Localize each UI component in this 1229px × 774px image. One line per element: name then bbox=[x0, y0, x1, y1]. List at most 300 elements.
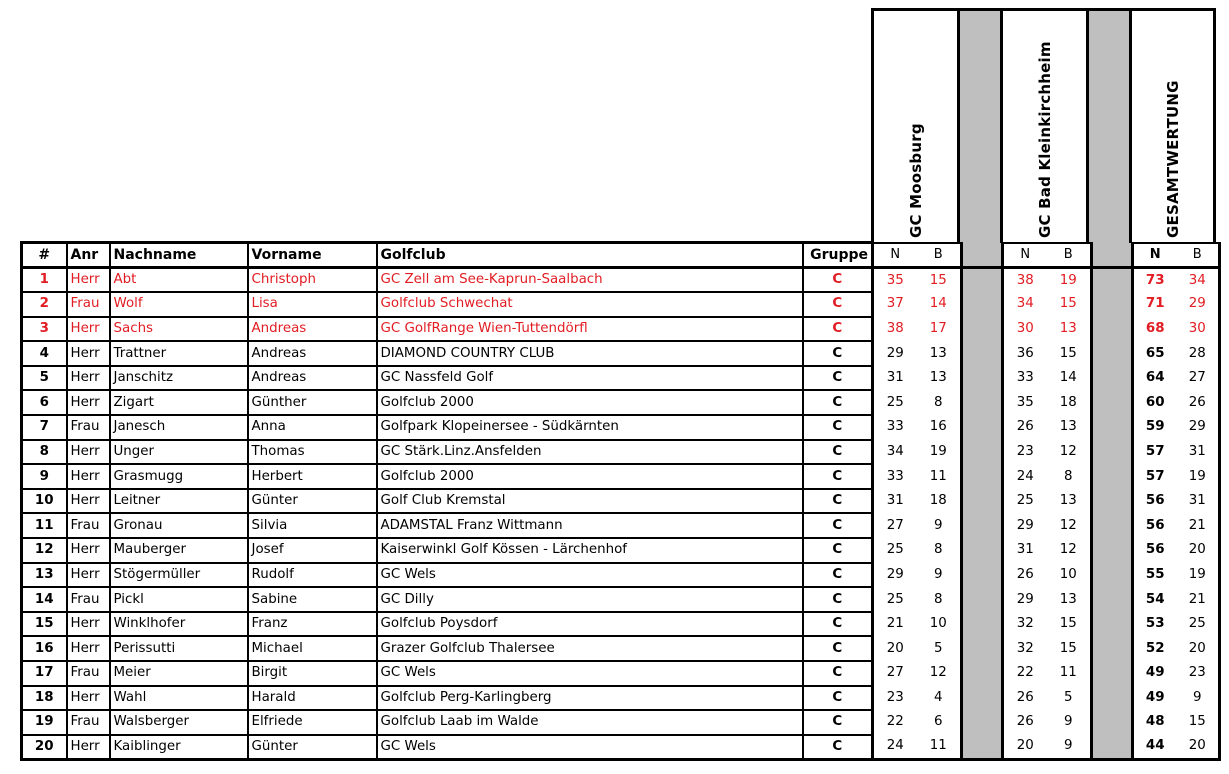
moosburg-b-cell: 11 bbox=[917, 464, 962, 489]
kleinkirchheim-b-cell: 12 bbox=[1047, 440, 1092, 465]
table-row[interactable] bbox=[22, 440, 1220, 465]
salutation-cell: Herr bbox=[67, 440, 110, 465]
table-row[interactable] bbox=[22, 292, 1220, 317]
golfclub-cell: Golfpark Klopeinersee - Südkärnten bbox=[377, 415, 803, 440]
kleinkirchheim-b-cell: 15 bbox=[1047, 612, 1092, 637]
rank-cell: 2 bbox=[22, 292, 67, 317]
rank-cell: 14 bbox=[22, 587, 67, 612]
separator-cell bbox=[962, 563, 1003, 588]
salutation-cell: Frau bbox=[67, 587, 110, 612]
first-name-cell: Herbert bbox=[248, 464, 377, 489]
separator-cell bbox=[1092, 341, 1133, 366]
moosburg-b-cell: 6 bbox=[917, 710, 962, 735]
separator-cell bbox=[1092, 710, 1133, 735]
salutation-cell: Herr bbox=[67, 686, 110, 711]
last-name-cell: Zigart bbox=[110, 390, 248, 415]
table-row[interactable] bbox=[22, 587, 1220, 612]
total-n-cell: 56 bbox=[1133, 489, 1177, 514]
moosburg-n-cell: 22 bbox=[873, 710, 917, 735]
kleinkirchheim-n-cell: 30 bbox=[1003, 317, 1047, 342]
golfclub-cell: Golfclub Laab im Walde bbox=[377, 710, 803, 735]
first-name-cell: Harald bbox=[248, 686, 377, 711]
moosburg-n-cell: 33 bbox=[873, 415, 917, 440]
rank-cell: 20 bbox=[22, 735, 67, 760]
kleinkirchheim-n-cell: 36 bbox=[1003, 341, 1047, 366]
golfclub-cell: Kaiserwinkl Golf Kössen - Lärchenhof bbox=[377, 538, 803, 563]
separator-cell bbox=[962, 513, 1003, 538]
golfclub-cell: Golfclub Schwechat bbox=[377, 292, 803, 317]
first-name-cell: Christoph bbox=[248, 268, 377, 293]
group-cell: C bbox=[803, 513, 873, 538]
golfclub-cell: GC GolfRange Wien-Tuttendörfl bbox=[377, 317, 803, 342]
kleinkirchheim-n-cell: 34 bbox=[1003, 292, 1047, 317]
total-b-cell: 15 bbox=[1177, 710, 1220, 735]
separator-cell bbox=[962, 686, 1003, 711]
results-table bbox=[20, 241, 1221, 761]
header-gc-bad-kleinkirchheim bbox=[1000, 8, 1089, 244]
golfclub-cell: GC Stärk.Linz.Ansfelden bbox=[377, 440, 803, 465]
kleinkirchheim-b-cell: 8 bbox=[1047, 464, 1092, 489]
total-b-cell: 26 bbox=[1177, 390, 1220, 415]
group-cell: C bbox=[803, 341, 873, 366]
golfclub-cell: Golfclub 2000 bbox=[377, 464, 803, 489]
total-b-cell: 9 bbox=[1177, 686, 1220, 711]
moosburg-b-cell: 17 bbox=[917, 317, 962, 342]
total-b-cell: 28 bbox=[1177, 341, 1220, 366]
table-row[interactable] bbox=[22, 317, 1220, 342]
last-name-cell: Janschitz bbox=[110, 366, 248, 391]
col-group[interactable]: Gruppe bbox=[803, 243, 873, 268]
moosburg-n-cell: 35 bbox=[873, 268, 917, 293]
first-name-cell: Franz bbox=[248, 612, 377, 637]
moosburg-n-cell: 31 bbox=[873, 366, 917, 391]
first-name-cell: Birgit bbox=[248, 661, 377, 686]
separator-cell bbox=[962, 612, 1003, 637]
moosburg-b-cell: 8 bbox=[917, 538, 962, 563]
separator-cell bbox=[1092, 513, 1133, 538]
first-name-cell: Lisa bbox=[248, 292, 377, 317]
rank-cell: 5 bbox=[22, 366, 67, 391]
group-cell: C bbox=[803, 366, 873, 391]
total-n-cell: 48 bbox=[1133, 710, 1177, 735]
rank-cell: 12 bbox=[22, 538, 67, 563]
moosburg-b-cell: 5 bbox=[917, 636, 962, 661]
table-row[interactable] bbox=[22, 538, 1220, 563]
last-name-cell: Pickl bbox=[110, 587, 248, 612]
group-cell: C bbox=[803, 538, 873, 563]
salutation-cell: Herr bbox=[67, 464, 110, 489]
moosburg-b-cell: 14 bbox=[917, 292, 962, 317]
kleinkirchheim-n-cell: 26 bbox=[1003, 415, 1047, 440]
table-row[interactable] bbox=[22, 268, 1220, 293]
kleinkirchheim-n-cell: 33 bbox=[1003, 366, 1047, 391]
salutation-cell: Frau bbox=[67, 415, 110, 440]
last-name-cell: Gronau bbox=[110, 513, 248, 538]
kleinkirchheim-n-cell: 25 bbox=[1003, 489, 1047, 514]
total-n-cell: 57 bbox=[1133, 440, 1177, 465]
last-name-cell: Unger bbox=[110, 440, 248, 465]
moosburg-n-cell: 31 bbox=[873, 489, 917, 514]
separator-cell bbox=[962, 415, 1003, 440]
separator-cell bbox=[1092, 292, 1133, 317]
kleinkirchheim-n-cell: 26 bbox=[1003, 686, 1047, 711]
first-name-cell: Andreas bbox=[248, 317, 377, 342]
kleinkirchheim-n-cell: 29 bbox=[1003, 587, 1047, 612]
separator-cell bbox=[1092, 612, 1133, 637]
kleinkirchheim-b-cell: 15 bbox=[1047, 292, 1092, 317]
moosburg-b-cell: 18 bbox=[917, 489, 962, 514]
col-kleinkirchheim-n[interactable]: N bbox=[1003, 243, 1047, 268]
salutation-cell: Herr bbox=[67, 612, 110, 637]
separator-cell bbox=[962, 317, 1003, 342]
kleinkirchheim-b-cell: 19 bbox=[1047, 268, 1092, 293]
table-row[interactable] bbox=[22, 464, 1220, 489]
moosburg-b-cell: 13 bbox=[917, 341, 962, 366]
kleinkirchheim-b-cell: 15 bbox=[1047, 341, 1092, 366]
moosburg-b-cell: 10 bbox=[917, 612, 962, 637]
moosburg-b-cell: 19 bbox=[917, 440, 962, 465]
total-b-cell: 31 bbox=[1177, 489, 1220, 514]
separator-column bbox=[960, 8, 1001, 244]
header-gesamtwertung-label: GESAMTWERTUNG bbox=[1163, 80, 1182, 238]
kleinkirchheim-b-cell: 9 bbox=[1047, 735, 1092, 760]
total-b-cell: 25 bbox=[1177, 612, 1220, 637]
separator-cell bbox=[962, 710, 1003, 735]
moosburg-b-cell: 4 bbox=[917, 686, 962, 711]
moosburg-b-cell: 8 bbox=[917, 390, 962, 415]
golfclub-cell: Golfclub Poysdorf bbox=[377, 612, 803, 637]
rank-cell: 13 bbox=[22, 563, 67, 588]
total-b-cell: 19 bbox=[1177, 464, 1220, 489]
kleinkirchheim-n-cell: 23 bbox=[1003, 440, 1047, 465]
col-last-name[interactable]: Nachname bbox=[110, 243, 248, 268]
kleinkirchheim-b-cell: 9 bbox=[1047, 710, 1092, 735]
total-n-cell: 54 bbox=[1133, 587, 1177, 612]
kleinkirchheim-n-cell: 20 bbox=[1003, 735, 1047, 760]
kleinkirchheim-n-cell: 32 bbox=[1003, 636, 1047, 661]
moosburg-b-cell: 16 bbox=[917, 415, 962, 440]
kleinkirchheim-n-cell: 38 bbox=[1003, 268, 1047, 293]
group-cell: C bbox=[803, 390, 873, 415]
table-row[interactable] bbox=[22, 513, 1220, 538]
moosburg-b-cell: 12 bbox=[917, 661, 962, 686]
separator-cell bbox=[962, 268, 1003, 293]
separator-cell bbox=[1092, 268, 1133, 293]
separator-cell bbox=[1092, 587, 1133, 612]
total-n-cell: 52 bbox=[1133, 636, 1177, 661]
separator-cell bbox=[1092, 661, 1133, 686]
salutation-cell: Herr bbox=[67, 268, 110, 293]
group-cell: C bbox=[803, 268, 873, 293]
separator-cell bbox=[962, 636, 1003, 661]
col-moosburg-n[interactable]: N bbox=[873, 243, 917, 268]
total-n-cell: 55 bbox=[1133, 563, 1177, 588]
separator-cell bbox=[1092, 636, 1133, 661]
rank-cell: 15 bbox=[22, 612, 67, 637]
rank-cell: 11 bbox=[22, 513, 67, 538]
total-b-cell: 29 bbox=[1177, 292, 1220, 317]
golfclub-cell: Golfclub Perg-Karlingberg bbox=[377, 686, 803, 711]
kleinkirchheim-b-cell: 12 bbox=[1047, 538, 1092, 563]
table-row[interactable] bbox=[22, 735, 1220, 760]
rank-cell: 7 bbox=[22, 415, 67, 440]
separator-cell bbox=[1092, 538, 1133, 563]
separator-cell bbox=[1092, 366, 1133, 391]
rank-cell: 17 bbox=[22, 661, 67, 686]
rank-cell: 8 bbox=[22, 440, 67, 465]
kleinkirchheim-b-cell: 13 bbox=[1047, 415, 1092, 440]
total-b-cell: 20 bbox=[1177, 538, 1220, 563]
first-name-cell: Sabine bbox=[248, 587, 377, 612]
moosburg-b-cell: 13 bbox=[917, 366, 962, 391]
group-cell: C bbox=[803, 612, 873, 637]
salutation-cell: Frau bbox=[67, 513, 110, 538]
separator-cell bbox=[1092, 686, 1133, 711]
group-cell: C bbox=[803, 440, 873, 465]
col-rank[interactable]: # bbox=[22, 243, 67, 268]
moosburg-n-cell: 34 bbox=[873, 440, 917, 465]
table-row[interactable] bbox=[22, 489, 1220, 514]
group-cell: C bbox=[803, 636, 873, 661]
golfclub-cell: GC Dilly bbox=[377, 587, 803, 612]
total-n-cell: 44 bbox=[1133, 735, 1177, 760]
first-name-cell: Günther bbox=[248, 390, 377, 415]
col-total-b[interactable]: B bbox=[1177, 243, 1220, 268]
last-name-cell: Mauberger bbox=[110, 538, 248, 563]
salutation-cell: Frau bbox=[67, 710, 110, 735]
kleinkirchheim-n-cell: 35 bbox=[1003, 390, 1047, 415]
total-n-cell: 68 bbox=[1133, 317, 1177, 342]
table-row[interactable] bbox=[22, 636, 1220, 661]
kleinkirchheim-n-cell: 26 bbox=[1003, 563, 1047, 588]
table-row[interactable] bbox=[22, 612, 1220, 637]
group-cell: C bbox=[803, 710, 873, 735]
first-name-cell: Günter bbox=[248, 489, 377, 514]
col-golfclub[interactable]: Golfclub bbox=[377, 243, 803, 268]
moosburg-n-cell: 25 bbox=[873, 538, 917, 563]
header-gc-moosburg-label: GC Moosburg bbox=[906, 123, 925, 238]
group-cell: C bbox=[803, 292, 873, 317]
separator-cell bbox=[1092, 390, 1133, 415]
separator-cell bbox=[962, 464, 1003, 489]
rank-cell: 18 bbox=[22, 686, 67, 711]
kleinkirchheim-b-cell: 13 bbox=[1047, 489, 1092, 514]
golfclub-cell: GC Wels bbox=[377, 661, 803, 686]
total-n-cell: 56 bbox=[1133, 538, 1177, 563]
total-n-cell: 56 bbox=[1133, 513, 1177, 538]
moosburg-b-cell: 9 bbox=[917, 563, 962, 588]
total-b-cell: 31 bbox=[1177, 440, 1220, 465]
first-name-cell: Thomas bbox=[248, 440, 377, 465]
last-name-cell: Trattner bbox=[110, 341, 248, 366]
separator-cell bbox=[1092, 243, 1133, 268]
first-name-cell: Andreas bbox=[248, 341, 377, 366]
moosburg-b-cell: 8 bbox=[917, 587, 962, 612]
golfclub-cell: GC Wels bbox=[377, 563, 803, 588]
group-cell: C bbox=[803, 317, 873, 342]
salutation-cell: Herr bbox=[67, 735, 110, 760]
last-name-cell: Stögermüller bbox=[110, 563, 248, 588]
total-b-cell: 19 bbox=[1177, 563, 1220, 588]
golfclub-cell: Golf Club Kremstal bbox=[377, 489, 803, 514]
salutation-cell: Herr bbox=[67, 636, 110, 661]
salutation-cell: Herr bbox=[67, 366, 110, 391]
total-n-cell: 53 bbox=[1133, 612, 1177, 637]
separator-cell bbox=[962, 366, 1003, 391]
table-row[interactable] bbox=[22, 341, 1220, 366]
separator-cell bbox=[962, 587, 1003, 612]
total-n-cell: 57 bbox=[1133, 464, 1177, 489]
golfclub-cell: Grazer Golfclub Thalersee bbox=[377, 636, 803, 661]
total-b-cell: 20 bbox=[1177, 636, 1220, 661]
kleinkirchheim-n-cell: 26 bbox=[1003, 710, 1047, 735]
rank-cell: 1 bbox=[22, 268, 67, 293]
first-name-cell: Josef bbox=[248, 538, 377, 563]
total-b-cell: 29 bbox=[1177, 415, 1220, 440]
separator-cell bbox=[1092, 735, 1133, 760]
kleinkirchheim-b-cell: 13 bbox=[1047, 587, 1092, 612]
col-moosburg-b[interactable]: B bbox=[917, 243, 962, 268]
first-name-cell: Anna bbox=[248, 415, 377, 440]
golfclub-cell: GC Zell am See-Kaprun-Saalbach bbox=[377, 268, 803, 293]
kleinkirchheim-b-cell: 5 bbox=[1047, 686, 1092, 711]
salutation-cell: Frau bbox=[67, 661, 110, 686]
separator-column bbox=[1089, 8, 1130, 244]
moosburg-n-cell: 29 bbox=[873, 341, 917, 366]
kleinkirchheim-n-cell: 22 bbox=[1003, 661, 1047, 686]
total-n-cell: 49 bbox=[1133, 661, 1177, 686]
table-row[interactable] bbox=[22, 686, 1220, 711]
last-name-cell: Janesch bbox=[110, 415, 248, 440]
last-name-cell: Winklhofer bbox=[110, 612, 248, 637]
total-b-cell: 21 bbox=[1177, 513, 1220, 538]
total-n-cell: 71 bbox=[1133, 292, 1177, 317]
total-b-cell: 30 bbox=[1177, 317, 1220, 342]
total-n-cell: 73 bbox=[1133, 268, 1177, 293]
salutation-cell: Herr bbox=[67, 317, 110, 342]
table-row[interactable] bbox=[22, 390, 1220, 415]
kleinkirchheim-b-cell: 14 bbox=[1047, 366, 1092, 391]
kleinkirchheim-b-cell: 10 bbox=[1047, 563, 1092, 588]
kleinkirchheim-n-cell: 32 bbox=[1003, 612, 1047, 637]
header-gc-moosburg bbox=[871, 8, 960, 244]
col-kleinkirchheim-b[interactable]: B bbox=[1047, 243, 1092, 268]
last-name-cell: Meier bbox=[110, 661, 248, 686]
moosburg-n-cell: 21 bbox=[873, 612, 917, 637]
kleinkirchheim-b-cell: 13 bbox=[1047, 317, 1092, 342]
total-n-cell: 64 bbox=[1133, 366, 1177, 391]
moosburg-b-cell: 11 bbox=[917, 735, 962, 760]
salutation-cell: Herr bbox=[67, 341, 110, 366]
kleinkirchheim-b-cell: 15 bbox=[1047, 636, 1092, 661]
last-name-cell: Grasmugg bbox=[110, 464, 248, 489]
kleinkirchheim-b-cell: 18 bbox=[1047, 390, 1092, 415]
table-row[interactable] bbox=[22, 563, 1220, 588]
last-name-cell: Wolf bbox=[110, 292, 248, 317]
first-name-cell: Elfriede bbox=[248, 710, 377, 735]
last-name-cell: Walsberger bbox=[110, 710, 248, 735]
kleinkirchheim-n-cell: 24 bbox=[1003, 464, 1047, 489]
separator-cell bbox=[962, 661, 1003, 686]
separator-cell bbox=[962, 390, 1003, 415]
rank-cell: 19 bbox=[22, 710, 67, 735]
separator-cell bbox=[962, 440, 1003, 465]
total-n-cell: 65 bbox=[1133, 341, 1177, 366]
salutation-cell: Herr bbox=[67, 489, 110, 514]
col-total-n[interactable]: N bbox=[1133, 243, 1177, 268]
separator-cell bbox=[962, 243, 1003, 268]
golfclub-cell: GC Wels bbox=[377, 735, 803, 760]
moosburg-n-cell: 25 bbox=[873, 390, 917, 415]
table-row[interactable] bbox=[22, 415, 1220, 440]
moosburg-n-cell: 23 bbox=[873, 686, 917, 711]
rank-cell: 4 bbox=[22, 341, 67, 366]
moosburg-b-cell: 15 bbox=[917, 268, 962, 293]
moosburg-b-cell: 9 bbox=[917, 513, 962, 538]
group-cell: C bbox=[803, 661, 873, 686]
last-name-cell: Perissutti bbox=[110, 636, 248, 661]
total-b-cell: 23 bbox=[1177, 661, 1220, 686]
total-n-cell: 59 bbox=[1133, 415, 1177, 440]
group-cell: C bbox=[803, 587, 873, 612]
group-cell: C bbox=[803, 489, 873, 514]
header-gesamtwertung bbox=[1129, 8, 1216, 244]
table-row[interactable] bbox=[22, 366, 1220, 391]
moosburg-n-cell: 37 bbox=[873, 292, 917, 317]
kleinkirchheim-n-cell: 29 bbox=[1003, 513, 1047, 538]
rank-cell: 10 bbox=[22, 489, 67, 514]
header-row bbox=[22, 243, 1220, 268]
total-n-cell: 49 bbox=[1133, 686, 1177, 711]
golfclub-cell: DIAMOND COUNTRY CLUB bbox=[377, 341, 803, 366]
group-cell: C bbox=[803, 735, 873, 760]
rank-cell: 16 bbox=[22, 636, 67, 661]
moosburg-n-cell: 33 bbox=[873, 464, 917, 489]
col-first-name[interactable]: Vorname bbox=[248, 243, 377, 268]
last-name-cell: Wahl bbox=[110, 686, 248, 711]
first-name-cell: Silvia bbox=[248, 513, 377, 538]
moosburg-n-cell: 29 bbox=[873, 563, 917, 588]
separator-cell bbox=[1092, 464, 1133, 489]
moosburg-n-cell: 20 bbox=[873, 636, 917, 661]
moosburg-n-cell: 27 bbox=[873, 513, 917, 538]
golfclub-cell: Golfclub 2000 bbox=[377, 390, 803, 415]
first-name-cell: Michael bbox=[248, 636, 377, 661]
moosburg-n-cell: 24 bbox=[873, 735, 917, 760]
last-name-cell: Abt bbox=[110, 268, 248, 293]
salutation-cell: Herr bbox=[67, 563, 110, 588]
first-name-cell: Andreas bbox=[248, 366, 377, 391]
col-salutation[interactable]: Anr bbox=[67, 243, 110, 268]
golfclub-cell: ADAMSTAL Franz Wittmann bbox=[377, 513, 803, 538]
first-name-cell: Rudolf bbox=[248, 563, 377, 588]
table-row[interactable] bbox=[22, 661, 1220, 686]
salutation-cell: Frau bbox=[67, 292, 110, 317]
salutation-cell: Herr bbox=[67, 390, 110, 415]
separator-cell bbox=[1092, 563, 1133, 588]
separator-cell bbox=[962, 538, 1003, 563]
last-name-cell: Kaiblinger bbox=[110, 735, 248, 760]
group-cell: C bbox=[803, 464, 873, 489]
total-b-cell: 20 bbox=[1177, 735, 1220, 760]
golfclub-cell: GC Nassfeld Golf bbox=[377, 366, 803, 391]
total-b-cell: 21 bbox=[1177, 587, 1220, 612]
rank-cell: 3 bbox=[22, 317, 67, 342]
moosburg-n-cell: 25 bbox=[873, 587, 917, 612]
table-row[interactable] bbox=[22, 710, 1220, 735]
separator-cell bbox=[1092, 489, 1133, 514]
rank-cell: 9 bbox=[22, 464, 67, 489]
